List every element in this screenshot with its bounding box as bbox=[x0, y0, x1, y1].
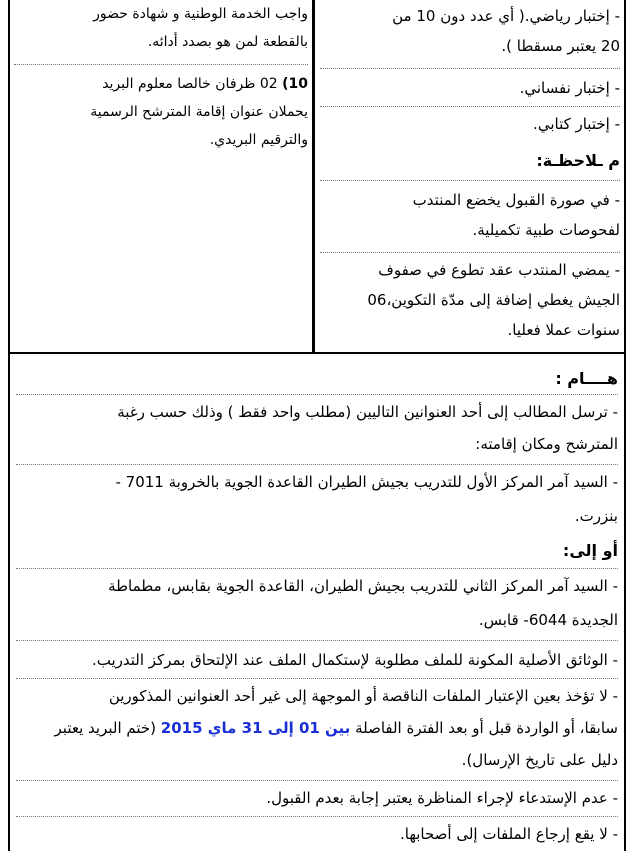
no-return-note: - لا يقع إرجاع الملفات إلى أصحابها. bbox=[399, 825, 618, 843]
sport-test-line-1: - إختبار رياضي.( أي عدد دون 10 من bbox=[392, 7, 620, 25]
left-line-1: واجب الخدمة الوطنية و شهادة حضور bbox=[93, 6, 308, 22]
dotted-separator bbox=[14, 64, 308, 65]
note-title: م ـلاحظـة: bbox=[536, 151, 620, 170]
note-2-line-3: سنوات عملا فعليا. bbox=[507, 321, 620, 339]
dotted-separator bbox=[16, 816, 618, 817]
section-divider bbox=[8, 352, 626, 354]
left-border bbox=[8, 0, 10, 851]
deadline-period: بين 01 إلى 31 ماي 2015 bbox=[160, 719, 351, 737]
or-to-title: أو إلى: bbox=[562, 541, 618, 560]
dotted-separator bbox=[16, 568, 618, 569]
send-line-2: المترشح ومكان إقامته: bbox=[475, 435, 618, 453]
important-title: هــــام : bbox=[555, 369, 618, 388]
note-1-line-1: - في صورة القبول يخضع المنتدب bbox=[412, 191, 620, 209]
column-divider bbox=[312, 0, 315, 352]
no-reply-note: - عدم الإستدعاء لإجراء المناظرة يعتبر إجابة بعدم القبول. bbox=[266, 789, 618, 807]
dotted-separator bbox=[320, 68, 620, 69]
ignore-line-2 bbox=[16, 714, 618, 743]
left-line-5: والترقيم البريدي. bbox=[209, 132, 308, 148]
left-line-2: بالقطعة لمن هو بصدد أدائه. bbox=[147, 34, 308, 50]
right-border bbox=[624, 0, 626, 851]
ignore-line-3: دليل على تاريخ الإرسال). bbox=[461, 751, 618, 769]
item-text: 02 ظرفان خالصا معلوم البريد bbox=[102, 76, 278, 92]
dotted-separator bbox=[320, 252, 620, 253]
dotted-separator bbox=[320, 106, 620, 107]
left-item-10 bbox=[14, 70, 308, 99]
note-2-line-1: - يمضي المنتدب عقد تطوع في صفوف bbox=[378, 261, 620, 279]
address-1-line-1: - السيد آمر المركز الأول للتدريب بجيش الطيران القاعدة الجوية بالخروبة 7011 - bbox=[115, 473, 618, 491]
item-number: 10) bbox=[282, 76, 308, 92]
sport-test-line-2: 20 يعتبر مسقطا ). bbox=[501, 37, 620, 55]
note-2-line-2: الجيش يغطي إضافة إلى مدّة التكوين،06 bbox=[367, 291, 620, 309]
psych-test: - إختبار نفساني. bbox=[519, 79, 620, 97]
send-line-1: - ترسل المطالب إلى أحد العنوانين التاليين (مطلب واحد فقط ) وذلك حسب رغبة bbox=[117, 403, 618, 421]
address-2-line-2: الجديدة 6044- قابس. bbox=[478, 611, 618, 629]
right-column bbox=[320, 0, 620, 350]
address-2-line-1: - السيد آمر المركز الثاني للتدريب بجيش الطيران، القاعدة الجوية بقابس، مطماطة bbox=[108, 577, 618, 595]
written-test: - إختبار كتابي. bbox=[533, 115, 620, 133]
ignore-line-1: - لا تؤخذ بعين الإعتبار الملفات الناقصة أو الموجهة إلى غير أحد العنوانين المذكورين bbox=[108, 687, 618, 705]
note-1-line-2: لفحوصات طبية تكميلية. bbox=[472, 221, 620, 239]
ignore-line-2-start: سابقا، أو الواردة قبل أو بعد الفترة الفاصلة bbox=[350, 719, 618, 737]
originals-note: - الوثائق الأصلية المكونة للملف مطلوبة لإستكمال الملف عند الإلتحاق بمركز التدريب. bbox=[91, 651, 618, 669]
dotted-separator bbox=[16, 678, 618, 679]
dotted-separator bbox=[16, 394, 618, 395]
dotted-separator bbox=[16, 640, 618, 641]
bottom-section bbox=[16, 356, 618, 851]
address-1-line-2: بنزرت. bbox=[574, 507, 618, 525]
dotted-separator bbox=[16, 464, 618, 465]
left-line-4: يحملان عنوان إقامة المترشح الرسمية bbox=[90, 104, 308, 120]
ignore-line-2-end: (ختم البريد يعتبر bbox=[54, 719, 161, 737]
dotted-separator bbox=[320, 180, 620, 181]
dotted-separator bbox=[16, 780, 618, 781]
left-column bbox=[14, 0, 308, 350]
